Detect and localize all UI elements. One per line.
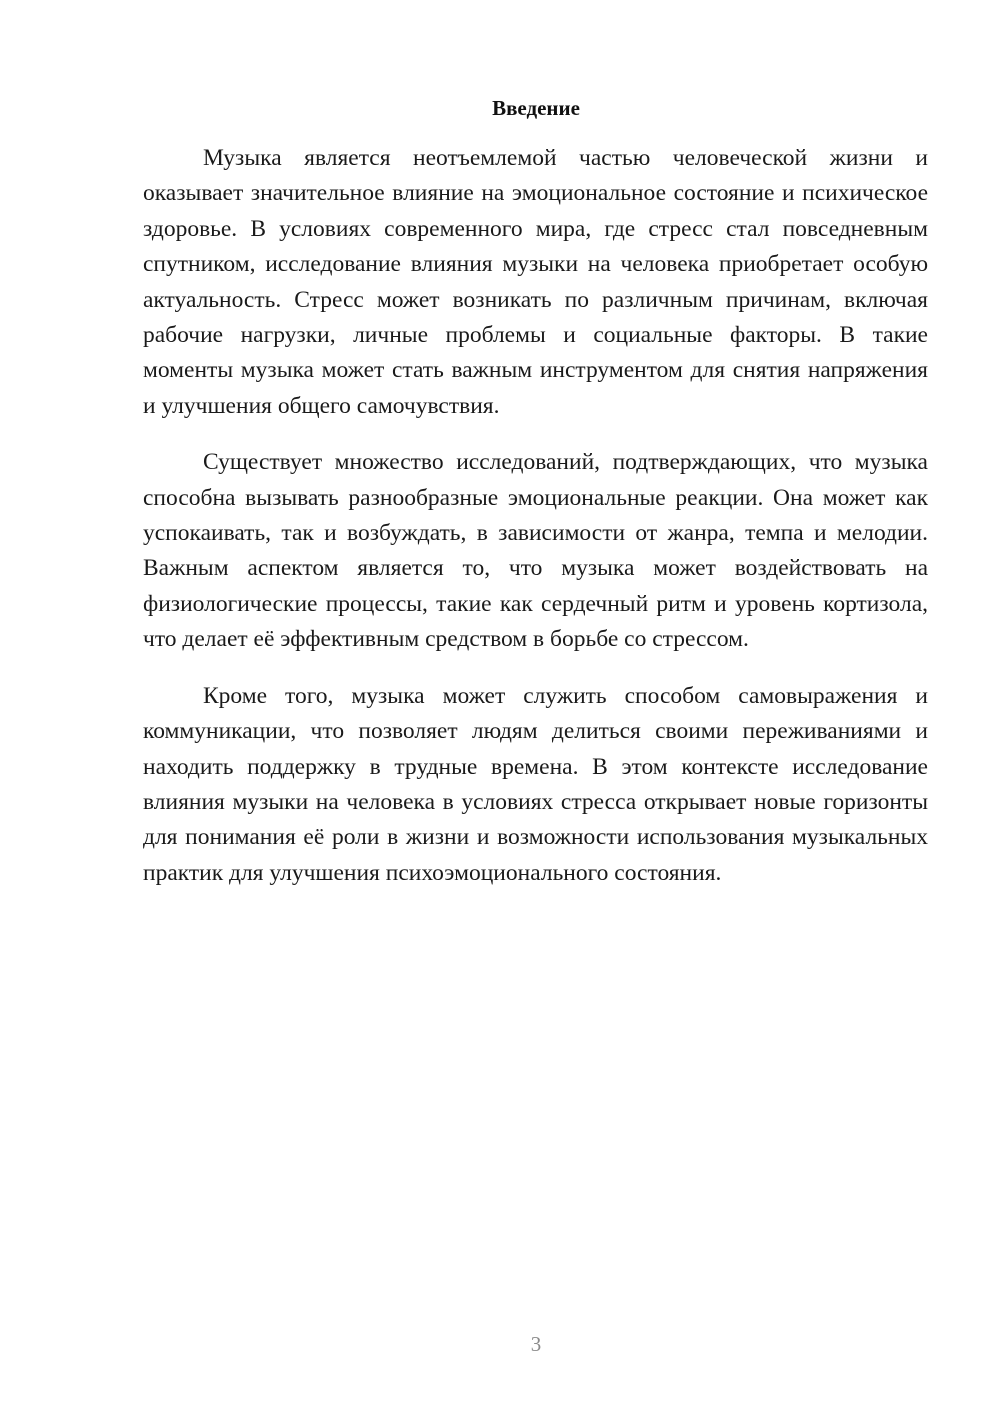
page-number: 3 xyxy=(530,1332,542,1356)
paragraph-1: Музыка является неотъемлемой частью человеческой жизни и оказывает значительное влияние на эмоциональное состояние и психическое здоровье. В условиях современного мира, где стресс стал повседневным спутником, исследование влияния музыки на человека приобретает особую актуальность. Стресс может возникать по различным причинам, включая рабочие нагрузки, личные проблемы и социальные факторы. В такие моменты музыка может стать важным инструментом для снятия напряжения и улучшения общего самочувствия. xyxy=(143,145,928,419)
section-title: Введение xyxy=(492,96,580,120)
paragraph-3: Кроме того, музыка может служить способом самовыражения и коммуникации, что позволяет людям делиться своими переживаниями и находить поддержку в трудные времена. В этом контексте исследование влияния музыки на человека в условиях стресса открывает новые горизонты для понимания её роли в жизни и возможности использования музыкальных практик для улучшения психоэмоционального состояния. xyxy=(143,682,928,886)
paragraph-2: Существует множество исследований, подтверждающих, что музыка способна вызывать разнообразные эмоциональные реакции. Она может как успокаивать, так и возбуждать, в зависимости от жанра, темпа и мелодии. Важным аспектом является то, что музыка может воздействовать на физиологические процессы, такие как сердечный ритм и уровень кортизола, что делает её эффективным средством в борьбе со стрессом. xyxy=(143,449,928,653)
body-text xyxy=(143,141,928,912)
